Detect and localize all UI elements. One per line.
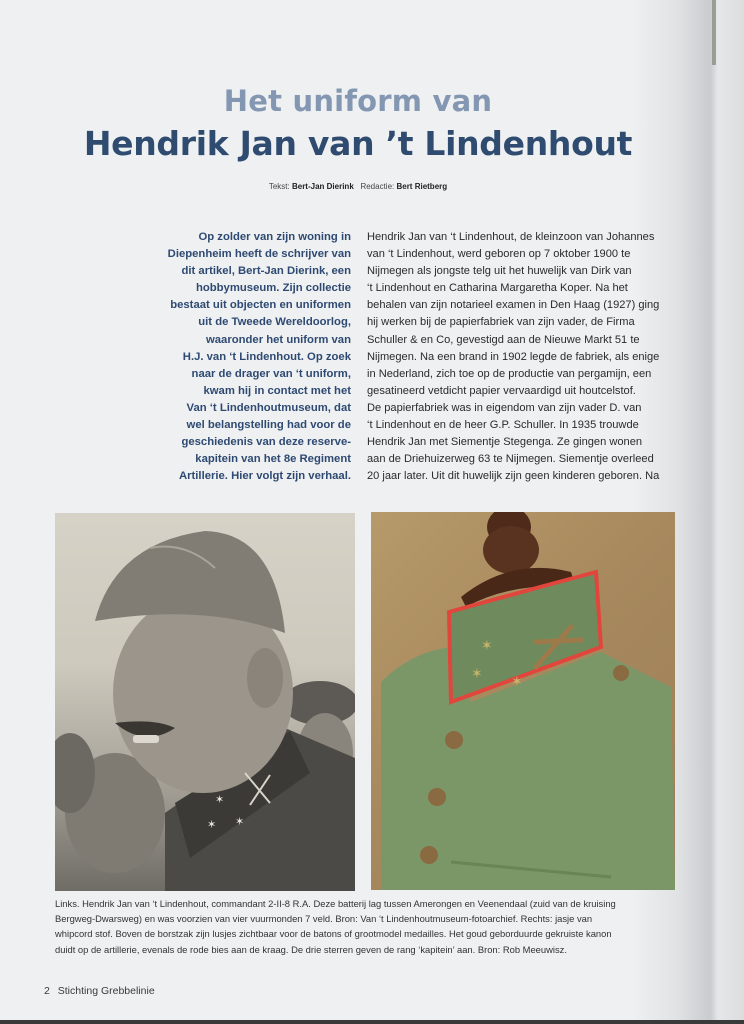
page-footer [44,985,155,997]
body-line: ‘t Lindenhout en Catharina Margaretha Koper. Na het [367,282,628,295]
intro-line: bestaat uit objecten en uniformen [170,299,351,312]
body-line: Nijmegen als jongste telg uit het huwelijk van Dirk van [367,265,632,278]
intro-line: hobbymuseum. Zijn collectie [195,282,351,295]
credits-text-label: Tekst: [268,182,290,191]
ear [247,648,283,708]
intro-line: H.J. van ‘t Lindenhout. Op zoek [182,350,351,363]
title-line-1: Het uniform van [223,84,493,118]
collar-star-2: ✶ [207,818,217,831]
photo-caption [55,896,685,957]
credits-editor: Bert Rietberg [396,182,448,191]
body-line: Hendrik Jan van ‘t Lindenhout, de kleinzoon van Johannes [367,231,655,243]
body-line: gesatineerd vetdicht papier vervaardigd uit houtcelstof. [367,384,636,397]
uniform-photo [371,512,675,890]
intro-paragraph [140,229,351,485]
body-line: De papierfabriek was in eigendom van zijn vader D. van [367,401,642,414]
intro-line: geschiedenis van deze reserve- [181,436,351,449]
intro-line: Artillerie. Hier volgt zijn verhaal. [178,470,351,483]
intro-line: wel belangstelling had voor de [186,419,351,432]
caption-line: Bergweg-Dwarsweg) en was voorzien van vier vuurmonden 7 veld. Bron: Van ‘t Lindenhoutmuseum-fotoarchief. Rechts: jasje van [55,913,593,925]
intro-line: kwam hij in contact met het [203,384,351,397]
body-line: van ‘t Lindenhout, werd geboren op 7 oktober 1900 te [367,248,631,261]
button-1 [445,731,463,749]
credits-editor-label: Redactie: [360,182,395,191]
body-paragraph [367,229,677,485]
portrait-illustration [55,513,355,891]
caption-line: duidt op de artillerie, evenals de rode bies aan de kraag. De drie sterren geven de rang ‘kapitein’ aan. Bron: Rob Meeuwisz. [55,943,567,955]
jacket-star-2: ✶ [471,666,483,682]
credits-author: Bert-Jan Dierink [291,182,354,191]
title-line-2: Hendrik Jan van ’t Lindenhout [83,124,633,163]
body-line: Nijmegen. Na een brand in 1902 legde de fabriek, als enige [367,350,660,363]
intro-line: Diepenheim heeft de schrijver van [167,248,351,261]
intro-line: naar de drager van ‘t uniform, [191,367,351,380]
body-line: hij werken bij de papierfabriek van zijn vader, de Firma [367,316,635,329]
collar-star-1: ✶ [215,793,225,806]
mannequin-neck [483,526,539,574]
intro-line: uit de Tweede Wereldoorlog, [198,316,351,329]
spine-mark [712,0,716,65]
intro-line: Van ‘t Lindenhoutmuseum, dat [186,401,351,414]
uniform-illustration [371,512,675,890]
body-line: 20 jaar later. Uit dit huwelijk zijn geen kinderen geboren. Na [367,470,660,483]
caption-line: Links. Hendrik Jan van ‘t Lindenhout, commandant 2-II-8 R.A. Deze batterij lag tussen Amerongen en Veenendaal (zuid van de kruising [55,898,616,909]
button-3 [420,846,438,864]
body-line: Schuller & en Co, gevestigd aan de Nieuwe Markt 51 te [367,333,640,346]
collar-star-3: ✶ [235,815,245,828]
body-line: in Nederland, zich toe op de productie van pergamijn, een [367,367,652,380]
portrait-photo [55,513,355,891]
jacket-star-3: ✶ [511,674,523,690]
body-line: ‘t Lindenhout en de heer G.P. Schuller. In 1935 trouwde [367,419,639,432]
page-bottom-edge [0,1020,744,1024]
shoulder-button [613,665,629,681]
body-line: behalen van zijn notarieel examen in Den Haag (1927) ging [367,299,660,312]
body-line: aan de Driehuizerweg 63 te Nijmegen. Siementje overleed [367,453,654,466]
caption-line: whipcord stof. Boven de borstzak zijn lusjes zichtbaar voor de batons of grootmodel medailles. Het goud geborduurde gekruiste kanon [55,928,612,940]
button-2 [428,788,446,806]
intro-line: dit artikel, Bert-Jan Dierink, een [181,265,351,278]
jacket-star-1: ✶ [481,638,493,654]
teeth [133,735,159,743]
intro-line: kapitein van het 8e Regiment [195,453,351,466]
intro-line: waaronder het uniform van [205,333,351,346]
page-number: 2 [44,985,50,997]
intro-line: Op zolder van zijn woning in [198,231,351,243]
body-line: Hendrik Jan met Siementje Stegenga. Ze gingen wonen [367,436,643,449]
publication-name: Stichting Grebbelinie [57,985,155,997]
credits [0,182,716,191]
